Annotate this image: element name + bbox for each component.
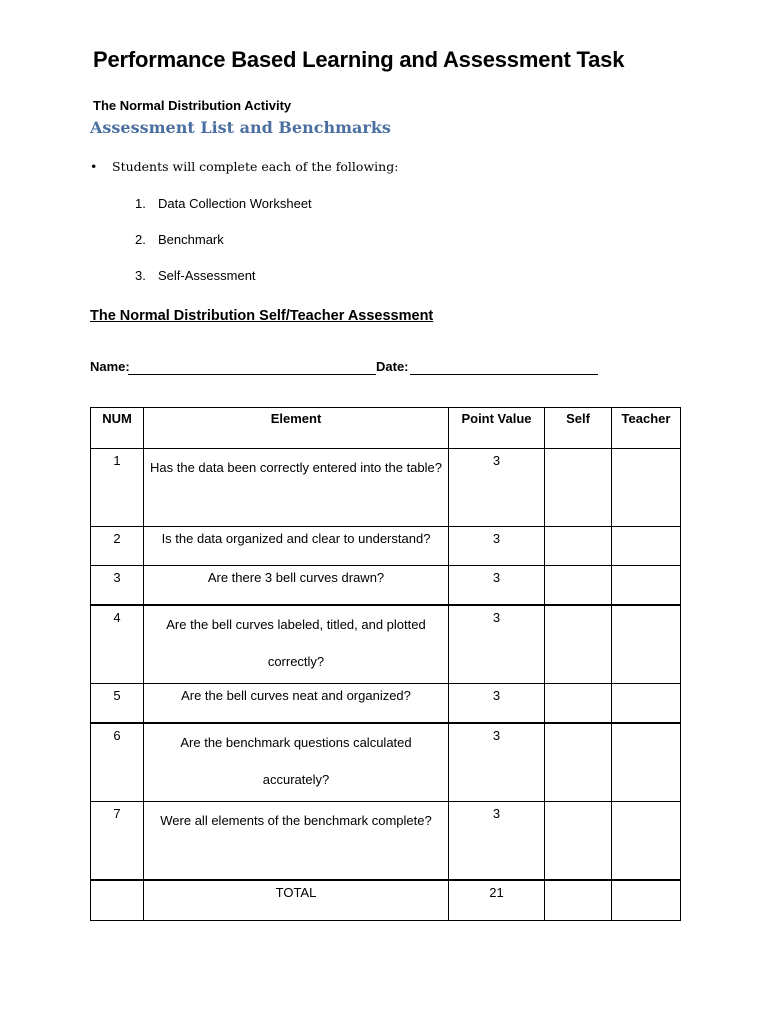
row-teacher-score[interactable] (612, 723, 681, 802)
row-num: 5 (91, 684, 144, 724)
row-self-score[interactable] (545, 684, 612, 724)
row-element: Has the data been correctly entered into the table? (144, 449, 449, 527)
activity-name: The Normal Distribution Activity (93, 98, 292, 113)
row-num: 7 (91, 802, 144, 881)
date-label: Date: (376, 359, 409, 374)
row-self-score[interactable] (545, 605, 612, 684)
table-row (91, 723, 681, 802)
row-points: 3 (449, 723, 545, 802)
page-title: Performance Based Learning and Assessment Task (93, 47, 625, 72)
row-points: 3 (449, 527, 545, 566)
header-element: Element (144, 408, 449, 449)
name-label: Name: (90, 359, 130, 374)
total-self-score[interactable] (545, 880, 612, 921)
row-teacher-score[interactable] (612, 527, 681, 566)
row-element: Are there 3 bell curves drawn? (144, 566, 449, 606)
list-item-number: 1. (135, 196, 146, 211)
row-element: Are the benchmark questions calculated accurately? (144, 723, 449, 802)
row-num: 2 (91, 527, 144, 566)
row-num: 1 (91, 449, 144, 527)
row-element: Are the bell curves labeled, titled, and plotted correctly? (144, 605, 449, 684)
row-points: 3 (449, 802, 545, 881)
table-row (91, 605, 681, 684)
table-row (91, 566, 681, 606)
row-points: 3 (449, 605, 545, 684)
table-row (91, 684, 681, 724)
row-element: Are the bell curves neat and organized? (144, 684, 449, 724)
bullet-marker: • (90, 159, 98, 174)
table-row (91, 527, 681, 566)
table-header-row (91, 408, 681, 449)
row-self-score[interactable] (545, 802, 612, 881)
list-item-label: Self-Assessment (158, 268, 256, 283)
row-points: 3 (449, 566, 545, 606)
list-item-label: Data Collection Worksheet (158, 196, 312, 211)
table-row (91, 449, 681, 527)
row-element: Were all elements of the benchmark complete? (144, 802, 449, 881)
section-heading: Assessment List and Benchmarks (90, 118, 391, 137)
row-teacher-score[interactable] (612, 684, 681, 724)
bullet-text: Students will complete each of the following: (112, 159, 399, 174)
table-row (91, 802, 681, 881)
name-field[interactable] (90, 359, 130, 374)
row-teacher-score[interactable] (612, 802, 681, 881)
row-num: 4 (91, 605, 144, 684)
total-teacher-score[interactable] (612, 880, 681, 921)
row-element: Is the data organized and clear to understand? (144, 527, 449, 566)
row-points: 3 (449, 684, 545, 724)
list-item (135, 232, 312, 268)
total-label: TOTAL (144, 880, 449, 921)
date-underline (410, 374, 598, 375)
header-teacher: Teacher (612, 408, 681, 449)
row-self-score[interactable] (545, 449, 612, 527)
list-item (135, 196, 312, 232)
row-teacher-score[interactable] (612, 449, 681, 527)
total-num (91, 880, 144, 921)
row-num: 3 (91, 566, 144, 606)
bullet-item (90, 159, 398, 174)
name-underline (128, 374, 376, 375)
assessment-table (90, 407, 681, 921)
list-item-number: 3. (135, 268, 146, 283)
row-self-score[interactable] (545, 566, 612, 606)
row-teacher-score[interactable] (612, 566, 681, 606)
row-teacher-score[interactable] (612, 605, 681, 684)
row-num: 6 (91, 723, 144, 802)
row-self-score[interactable] (545, 723, 612, 802)
assessment-title: The Normal Distribution Self/Teacher Assessment (90, 308, 434, 324)
header-num: NUM (91, 408, 144, 449)
list-item (135, 268, 312, 304)
row-points: 3 (449, 449, 545, 527)
table-total-row (91, 880, 681, 921)
total-points: 21 (449, 880, 545, 921)
date-field[interactable] (376, 359, 409, 374)
row-self-score[interactable] (545, 527, 612, 566)
header-self: Self (545, 408, 612, 449)
header-point-value: Point Value (449, 408, 545, 449)
list-item-number: 2. (135, 232, 146, 247)
list-item-label: Benchmark (158, 232, 224, 247)
numbered-list (135, 196, 312, 304)
